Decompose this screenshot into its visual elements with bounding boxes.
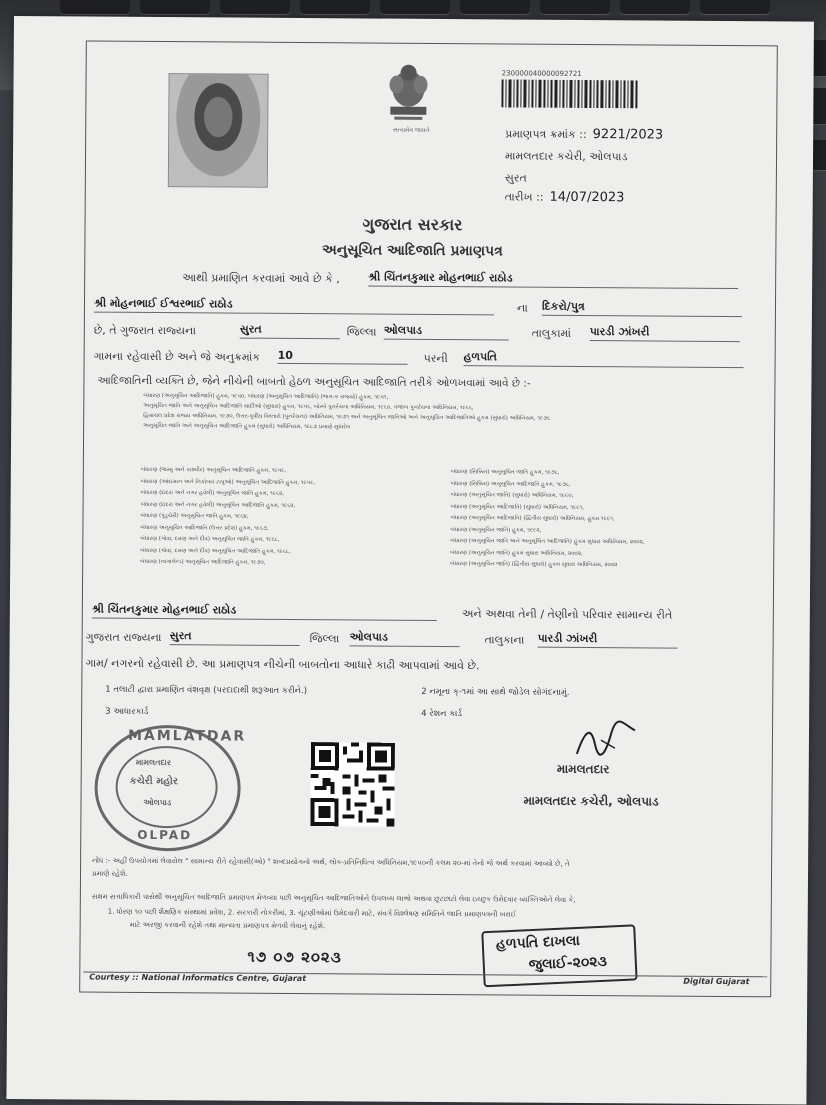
state-prefix-repeat: ગુજરાત રાજ્યના [85,630,162,645]
orders-right-column [450,467,645,572]
basis-item: 2 નમૂના ક્-૧માં આ સાથે જોડેલ સોગંદનામું. [421,686,570,698]
national-emblem-icon [380,59,436,129]
orders-left-column [140,465,315,570]
taluka-label-repeat: તાલુકાના [484,633,525,647]
qr-code-icon [310,742,395,827]
keyboard-key [620,0,690,14]
village-name: પારડી ઝાંખરી [590,325,740,342]
issuing-city: સુરત [504,171,527,185]
seal-top-text: MAMLATDAR [127,727,247,745]
issue-date: 14/07/2023 [549,189,625,206]
keyboard-key [300,0,370,14]
order-line: બંધારણ (અનુસૂચિત આદિજાતિ) હુકમ, ૧૯૫૦, બંધારણ (અનુસૂચિત આદિજાતિ) (ભાગ-ક રાજ્યો) હુકમ, ૧૯૫૧, [143,392,389,401]
certificate-number: 9221/2023 [592,127,664,143]
signatory-designation: મામલતદાર [556,761,610,777]
order-item: બંધારણ (અનુસૂચિત જાતિ) હુકમ સુધારા અધિનિયમ, ૨૦૦૨, [450,549,583,557]
order-item: બંધારણ (સિક્કિમ) અનુસૂચિત આદિજાતિ હુકમ, ૧૯૭૮, [450,480,571,488]
order-item: બંધારણ (ગોવા, દમણ અને દીવ) અનુસૂચિત જાતિ હુકમ, ૧૯૬૮, [140,535,280,543]
order-item: બંધારણ (અનુસૂચિત જાતિ) હુકમ, ૧૯૯૨, [450,526,542,534]
district-label-repeat: જિલ્લા [309,632,340,646]
taluka-name: ઓલપાડ [384,324,509,341]
basis-item: 4 રેશન કાર્ડ [421,708,463,720]
order-item: બંધારણ (અનુસૂચિત જાતિ) (સુધારો) અધિનિયમ, ૧૯૯૦, [450,492,574,499]
resident-label: ગામના રહેવાસી છે અને જે અનુક્રમાંક [93,349,261,364]
note-line: સક્ષમ સત્તાધિકારી પાસેથી અનુસૂચિત આદિજાતિ પ્રમાણપત્ર મેળવ્યા પછી અનુસૂચિત આદિજાતિઓને ઉપલબ્ધ લાભો અથવા છૂટછાટો લેવા ઇચ્છુક ઉમેદવાર વ્યક્તિઓને લેવા કે, [91,892,576,904]
certificate-number-label: પ્રમાણપત્ર ક્રમાંક :: [505,127,587,142]
district-name: સુરત [240,323,340,340]
family-line: અને અથવા તેની / તેણીનો પરિવાર સામાન્ય રીતે [461,607,673,622]
taluka-name-repeat: ઓલપાડ [350,630,460,647]
handwritten-date: ૧૭ ૦૭ ૨૦૨૩ [247,947,342,967]
certificate-title: અનુસૂચિત આદિજાતિ પ્રમાણપત્ર [321,242,503,260]
district-label: જિલ્લા [346,325,377,339]
government-title: ગુજરાત સરકાર [362,214,463,235]
keyboard-key [140,0,210,14]
order-item: બંધારણ (અનુસૂચિત આદિજાતિ) (દ્વિતીય સુધારો) અધિનિયમ, હુકમ ૧૯૯૧, [450,515,615,523]
serial-number: 10 [278,349,408,365]
taluka-label: તાલુકામાં [531,326,572,340]
order-item: બંધારણ (અનુસૂચિત જાતિ અને અનુસૂચિત આદિજાતિ) હુકમ સુધારા અધિનિયમ, ૨૦૦૨, [450,538,645,546]
intro-text: આથી પ્રમાણિત કરવામાં આવે છે કે , [182,271,340,286]
applicant-name-repeat: શ્રી ચિંતનકુમાર મોહનભાઈ રાઠોડ [92,603,437,621]
parent-name: શ્રી મોહનભાઈ ઈશ્વરભાઈ રાઠોડ [94,297,494,316]
order-item: બંધારણ અનુસૂચિત આદિજાતિ (ઉત્તર પ્રદેશ) હુકમ, ૧૯૬૭, [140,524,269,532]
keyboard-key [700,0,770,14]
stamp-line: જુલાઈ-૨૦૨૩ [528,953,608,974]
signatory-office: મામલતદાર કચેરી, ઓલપાડ [523,793,659,809]
emblem-caption: સત્યમેવ જયતે [392,126,430,134]
keyboard-key [220,0,290,14]
footer-digital-gujarat: Digital Gujarat [683,976,750,987]
rubber-stamp [481,924,637,987]
seal-inner-text: ઓલપાડ [143,797,172,808]
note-line: 1. ધોરણ ૧૦ પછી શૈક્ષણિક સંસ્થામાં પ્રવેશ, 2. સરકારી નોકરીમાં, 3. ચૂંટણીઓમાં ઉમેદવારી માટે, સંવર્ગ વિશ્લેષણ સમિતિને જાતિ પ્રમાણપત્રની ખરાઈ [107,907,517,919]
order-item: બંધારણ (દાદરા અને નગર હવેલી) અનુસૂચિત આદિજાતિ હુકમ, ૧૯૬૨, [140,501,296,509]
basis-item: 3 આધારકાર્ડ [105,706,149,717]
stamp-line: હળપતિ દાખલા [495,932,581,953]
resident-line-repeat: ગામ/ નગરનો રહેવાસી છે. આ પ્રમાણપત્ર નીચેની બાબતોના આધારે કાઢી આપવામાં આવે છે. [85,656,480,673]
order-item: બંધારણ (જમ્મુ અને કાશ્મીર) અનુસૂચિત આદિજાતિ હુકમ, ૧૯૫૯, [140,466,287,474]
seal-inner-text: કચેરી મહોર [129,775,179,788]
issuing-office: મામલતદાર કચેરી, ઓલપાડ [504,149,628,164]
order-item: બંધારણ (સિક્કિમ) અનુસૂચિત જાતિ હુકમ, ૧૯૭૮, [450,469,560,476]
order-item: બંધારણ (ગોવા, દમણ અને દીવ) અનુસૂચિત આદિજાતિ હુકમ, ૧૯૬૮, [140,547,291,555]
order-item: બંધારણ (પુડુચેરી) અનુસૂચિત જાતિ હુકમ, ૧૯૬૪, [140,512,249,520]
note-line: નોંધ :- અહીં ઉપયોગમાં લેવાયેલ " સામાન્ય રીતે રહેવાસી(ઓ) " શબ્દપ્રયોગનો અર્થ, લોક-પ્રતિનિધિત્વ અધિનિયમ,૧૯૫૦ની કલમ ૨૦-માં તેનો જે અર્થ કરવામાં આવ્યો છે, તે [92,856,570,868]
keyboard-key [540,0,610,14]
order-item: બંધારણ (નાગાલેન્ડ) અનુસૂચિત આદિજાતિ હુકમ, ૧૯૭૦, [140,558,266,566]
order-line: અનુસૂચિત જાતિ અને અનુસૂચિત આદિજાતિ હુકમ (સુધારો) અધિનિયમ, ૧૯૮૭ પ્રમાણે સુધારેલ [143,422,351,431]
certificate-page [6,16,814,1105]
certificate-paper [6,16,814,1105]
district-name-repeat: સુરત [170,629,300,646]
keyboard-key [460,0,530,14]
order-line: અનુસૂચિત જાતિ અને અનુસૂચિત આદિજાતિ યાદીઓ (સુધારા) હુકમ, ૧૯૫૬, બોમ્બે પુનર્રચના અધિનિયમ, ૧૯૬૦, પંજાબ પુનર્રચના અધિનિયમ, ૧૯૬૬, [143,402,474,412]
village-name-repeat: પારડી ઝાંખરી [538,632,678,649]
barcode-icon [501,79,639,108]
issue-date-label: તારીખ :: [504,190,544,204]
keyboard-key [380,0,450,14]
footer-courtesy: Courtesy :: National Informatics Centre, Gujarat [89,972,307,984]
recognized-line: આદિજાતિની વ્યક્તિ છે, જેને નીચેની બાબતો હેઠળ અનુસૂચિત આદિજાતિ તરીકે ઓળખવામાં આવે છે :- [97,374,531,390]
note-line: માટે અરજી કરવાની રહેશે તથા માન્યતા પ્રમાણપત્ર મેળવી લેવાનું રહેશે. [129,920,326,931]
order-item: બંધારણ (અનુસૂચિત જાતિ) (દ્વિતીય સુધારો) હુકમ સુધારા અધિનિયમ, ૨૦૦૨ [450,561,618,569]
applicant-photo [168,73,269,188]
order-line: હિમાચલ પ્રદેશ રાજ્ય અધિનિયમ, ૧૯૭૦, ઉત્તર-પૂર્વીય વિસ્તારો (પુનર્રચના) અધિનિયમ, ૧૯૭૧ અને અનુસૂચિત જાતિઓ અને અનુસૂચિત આદિજાતિઓ હુકમ (સુધારો) અધિનિયમ, ૧૯૭૬ [143,412,551,422]
relation-label: ના [516,301,528,315]
on-label: પરની [423,351,448,366]
mamlatdar-seal [94,725,247,852]
note-line: પ્રમાણે રહેશે. [91,869,128,878]
issue-date-row [505,189,625,205]
order-item: બંધારણ (આંદામાન અને નિકોબાર ટાપુઓ) અનુસૂચિત આદિજાતિ હુકમ, ૧૯૫૯, [140,478,316,486]
state-prefix: છે, તે ગુજરાત રાજ્યના [93,323,196,338]
seal-inner-text: મામલતદાર [135,757,172,768]
applicant-name: શ્રી ચિંતનકુમાર મોહનભાઈ રાઠોડ [368,270,738,289]
order-item: બંધારણ (દાદરા અને નગર હવેલી) અનુસૂચિત જાતિ હુકમ, ૧૯૬૨, [140,489,285,497]
basis-item: 1 તલાટી દ્વારા પ્રમાણિત વંશવૃક્ષ (પરદાદાથી શરૂઆત કરીને.) [105,684,308,697]
barcode-number: 230000040000092721 [501,69,582,78]
seal-bottom-text: OLPAD [137,827,193,843]
relation: દિકરો/પુત્ર [542,300,742,317]
keyboard-key [60,0,130,14]
order-item: બંધારણ (અનુસૂચિત આદિજાતિ) (સુધારો) અધિનિયમ, ૧૯૯૧, [450,503,585,511]
certificate-number-row [505,126,663,142]
tribe-name: હળપતિ [464,350,744,368]
signature-icon [571,720,641,760]
